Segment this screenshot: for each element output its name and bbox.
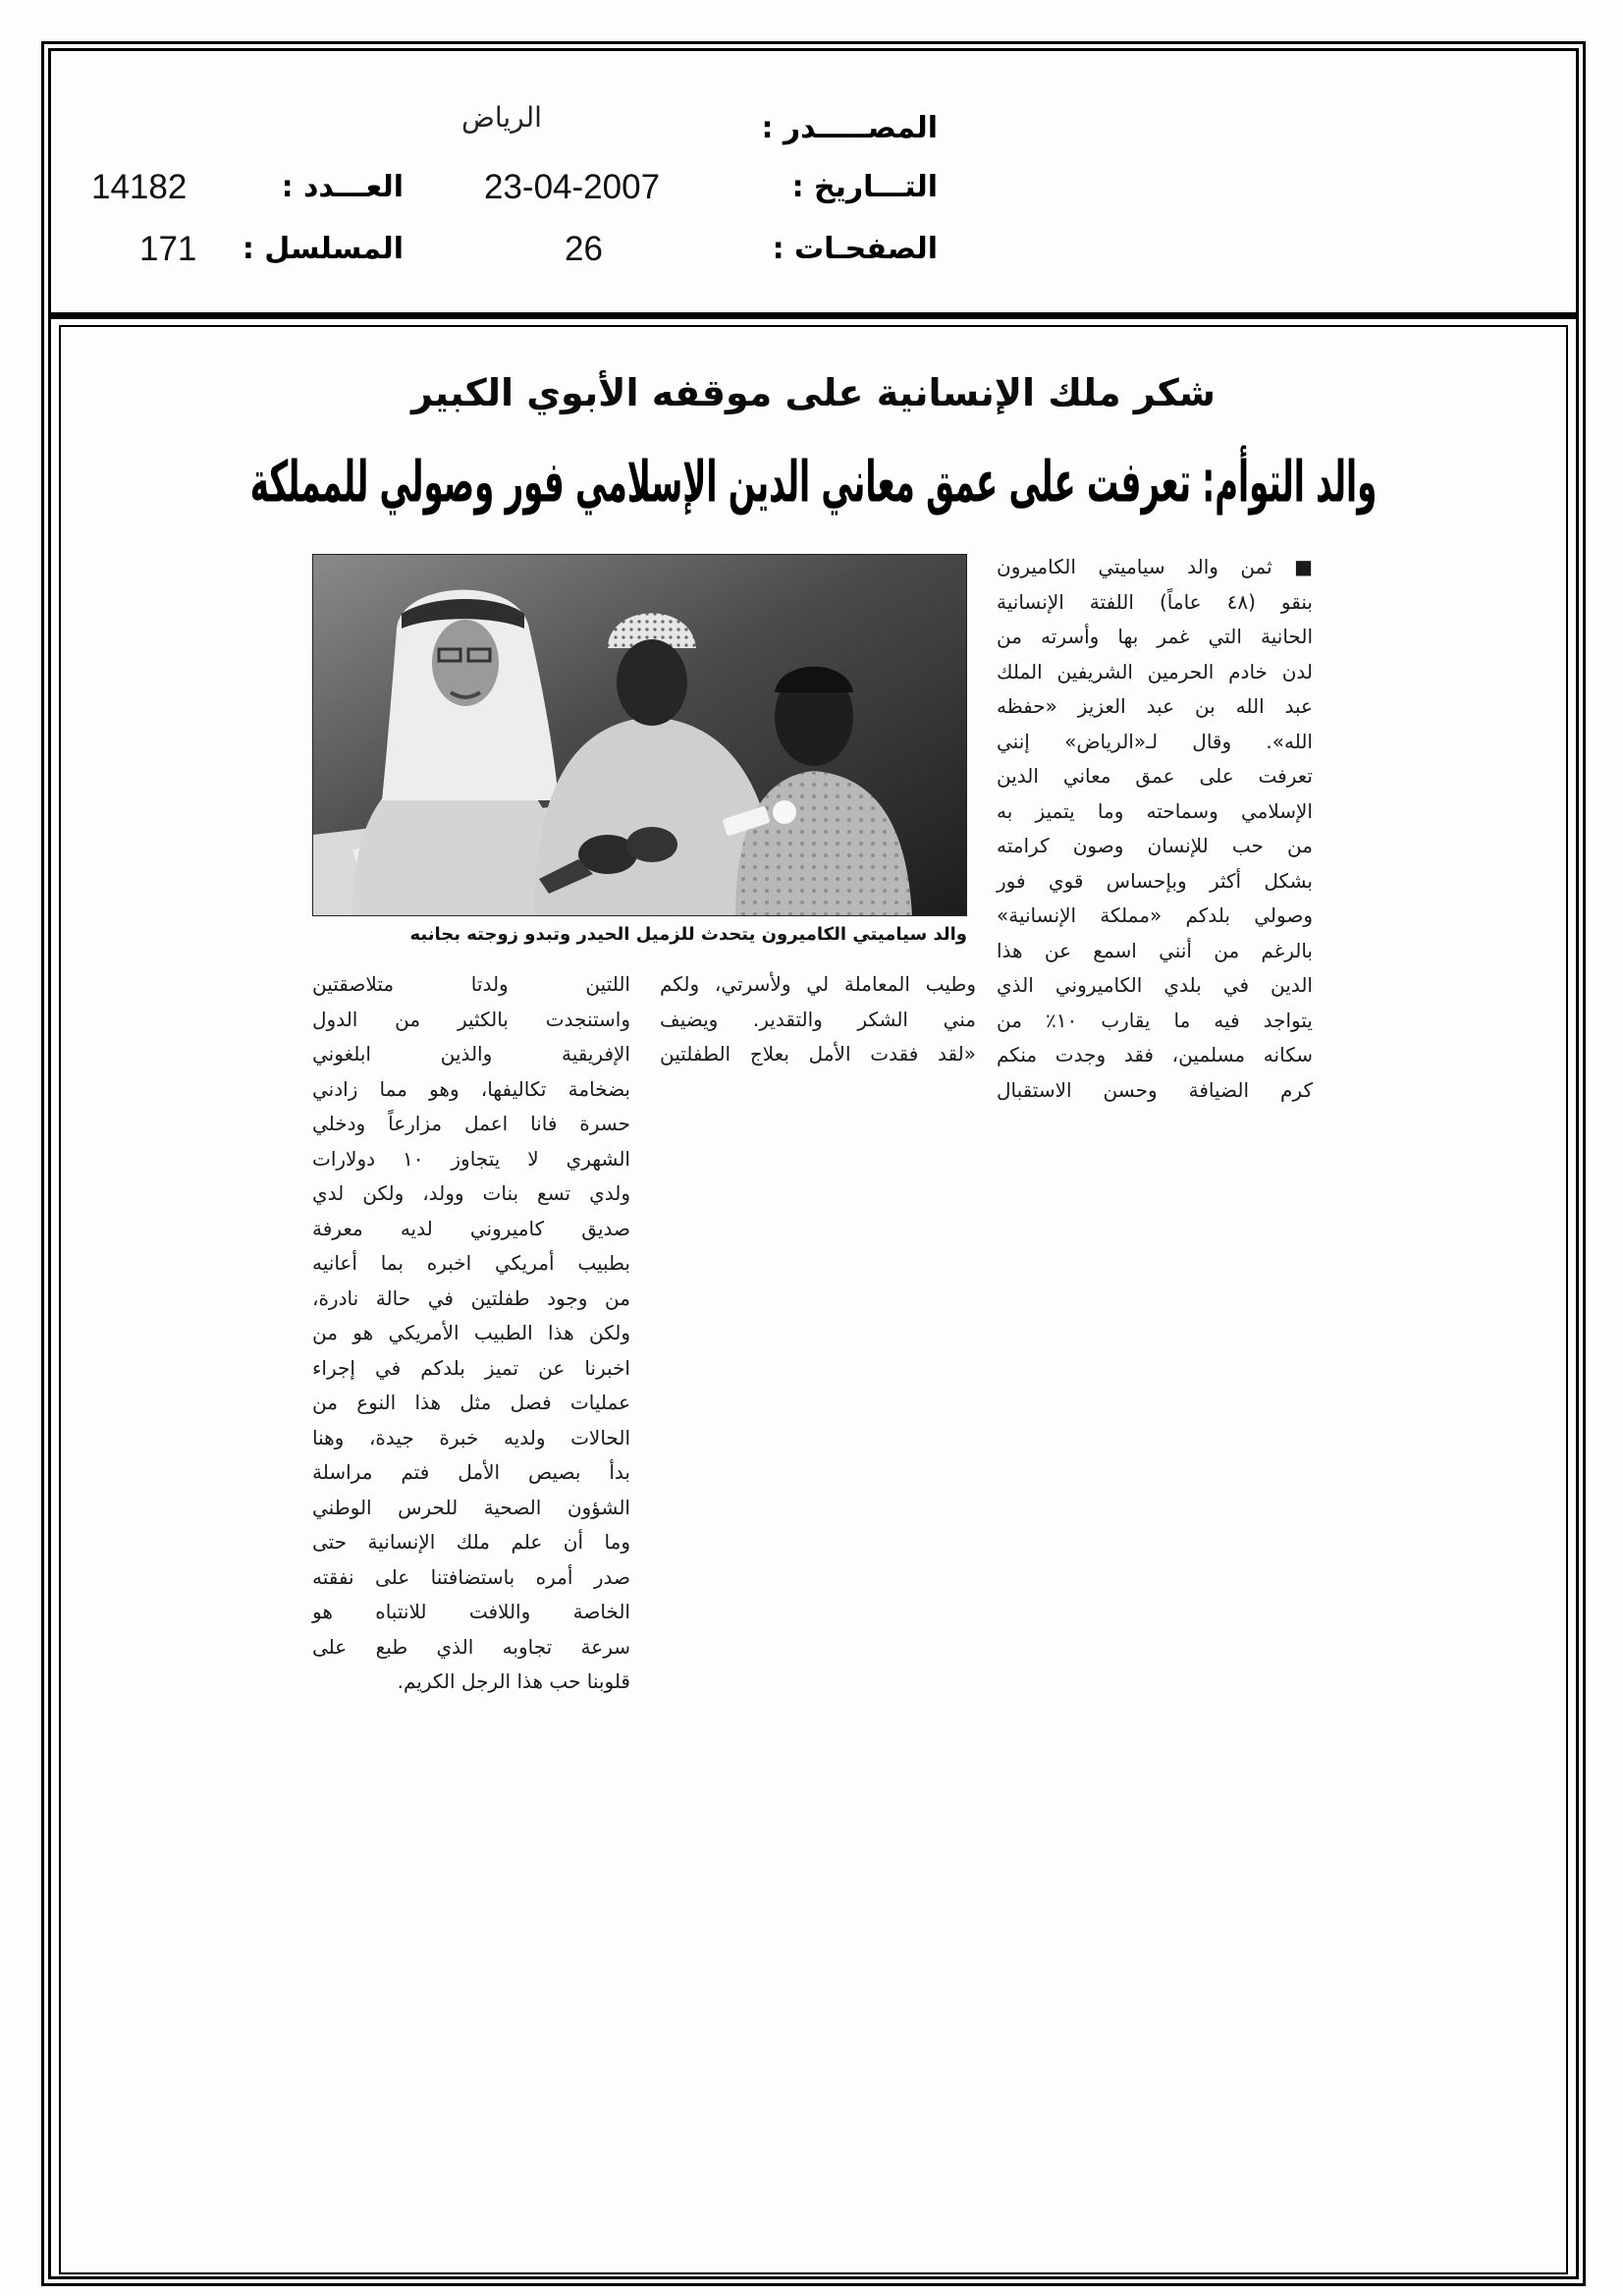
text-line: وطيب المعاملة لي ولأسرتي، ولكم (660, 972, 976, 996)
text-line: الإسلامي وسماحته وما يتميز به (997, 798, 1313, 823)
pages-value: 26 (565, 230, 603, 268)
serial-label: المسلسل : (242, 232, 404, 266)
text-line: سرعة تجاوبه الذي طبع على (312, 1634, 630, 1659)
text-line: صدر أمره باستضافتنا على نفقته (312, 1564, 630, 1589)
text-line: ■ ثمن والد سياميتي الكاميرون (997, 555, 1313, 578)
text-line: الحانية التي غمر بها وأسرته من (997, 625, 1313, 648)
issue-value: 14182 (91, 168, 188, 206)
text-line: حسرة فانا اعمل مزارعاً ودخلي (312, 1112, 630, 1135)
text-line: قلوبنا حب هذا الرجل الكريم. (397, 1669, 630, 1693)
issue-label: العـــدد : (281, 170, 404, 204)
text-line: اللتين ولدتا متلاصقتين (312, 972, 630, 996)
pages-label: الصفحـات : (772, 232, 938, 266)
text-line: الله». وقال لـ«الرياض» إنني (997, 729, 1313, 753)
article-column-middle (660, 967, 976, 1072)
text-line: ولكن هذا الطبيب الأمريكي هو من (312, 1321, 630, 1344)
text-line: من حب للإنسان وصون كرامته (997, 834, 1313, 857)
article-column-right (997, 550, 1313, 1108)
source-value: الرياض (461, 101, 542, 134)
serial-value: 171 (139, 230, 197, 268)
text-line: سكانه مسلمين، فقد وجدت منكم (997, 1043, 1313, 1066)
text-line: واستنجدت بالكثير من الدول (312, 1007, 630, 1031)
text-line: من وجود طفلتين في حالة نادرة، (312, 1285, 630, 1310)
text-line: ولدي تسع بنات وولد، ولكن لدي (312, 1181, 630, 1205)
article-photo (312, 554, 967, 916)
text-line: الحالات ولديه خبرة جيدة، وهنا (312, 1425, 630, 1449)
photo-caption: والد سياميتي الكاميرون يتحدث للزميل الحيدر وتبدو زوجته بجانبه (409, 924, 967, 945)
text-line: الشؤون الصحية للحرس الوطني (312, 1495, 630, 1519)
article-kicker: شكر ملك الإنسانية على موقفه الأبوي الكبير (410, 371, 1217, 414)
article-column-left (312, 967, 630, 1700)
text-line: اخبرنا عن تميز بلدكم في إجراء (312, 1355, 630, 1380)
text-line: الدين في بلدي الكاميروني الذي (997, 973, 1313, 997)
text-line: بالرغم من أنني اسمع عن هذا (997, 938, 1313, 962)
header-divider (51, 312, 1576, 319)
text-line: كرم الضيافة وحسن الاستقبال (997, 1077, 1313, 1102)
photo-image (313, 555, 967, 916)
text-line: الإفريقية والذين ابلغوني (312, 1042, 630, 1066)
article-headline: والد التوأم: تعرفت على عمق معاني الدين الإسلامي فور وصولي للمملكة (249, 451, 1378, 516)
text-line: بطبيب أمريكي اخبره بما أعانيه (312, 1251, 630, 1275)
text-line: يتواجد فيه ما يقارب ١٠٪ من (997, 1008, 1313, 1032)
text-line: تعرفت على عمق معاني الدين (997, 764, 1313, 788)
text-line: «لقد فقدت الأمل بعلاج الطفلتين (660, 1042, 976, 1066)
text-line: صديق كاميروني لديه معرفة (312, 1216, 630, 1240)
text-line: بضخامة تكاليفها، وهو مما زادني (312, 1076, 630, 1101)
text-line: وصولي بلدكم «مملكة الإنسانية» (997, 903, 1313, 927)
source-label: المصـــــدر : (761, 111, 938, 145)
text-line: الخاصة واللافت للانتباه هو (312, 1600, 630, 1623)
text-line: بدأ بصيص الأمل فتم مراسلة (312, 1460, 630, 1484)
text-line: الشهري لا يتجاوز ١٠ دولارات (312, 1146, 630, 1171)
text-line: مني الشكر والتقدير. ويضيف (660, 1007, 976, 1031)
text-line: وما أن علم ملك الإنسانية حتى (312, 1530, 630, 1554)
text-line: بشكل أكثر وبإحساس قوي فور (997, 868, 1313, 893)
text-line: عمليات فصل مثل هذا النوع من (312, 1391, 630, 1414)
text-line: لدن خادم الحرمين الشريفين الملك (997, 659, 1313, 683)
text-line: بنقو (٤٨ عاماً) اللفتة الإنسانية (997, 589, 1313, 614)
date-value: 23-04-2007 (484, 168, 661, 206)
text-line: عبد الله بن عبد العزيز «حفظه (997, 694, 1313, 718)
date-label: التـــاريخ : (791, 170, 938, 204)
